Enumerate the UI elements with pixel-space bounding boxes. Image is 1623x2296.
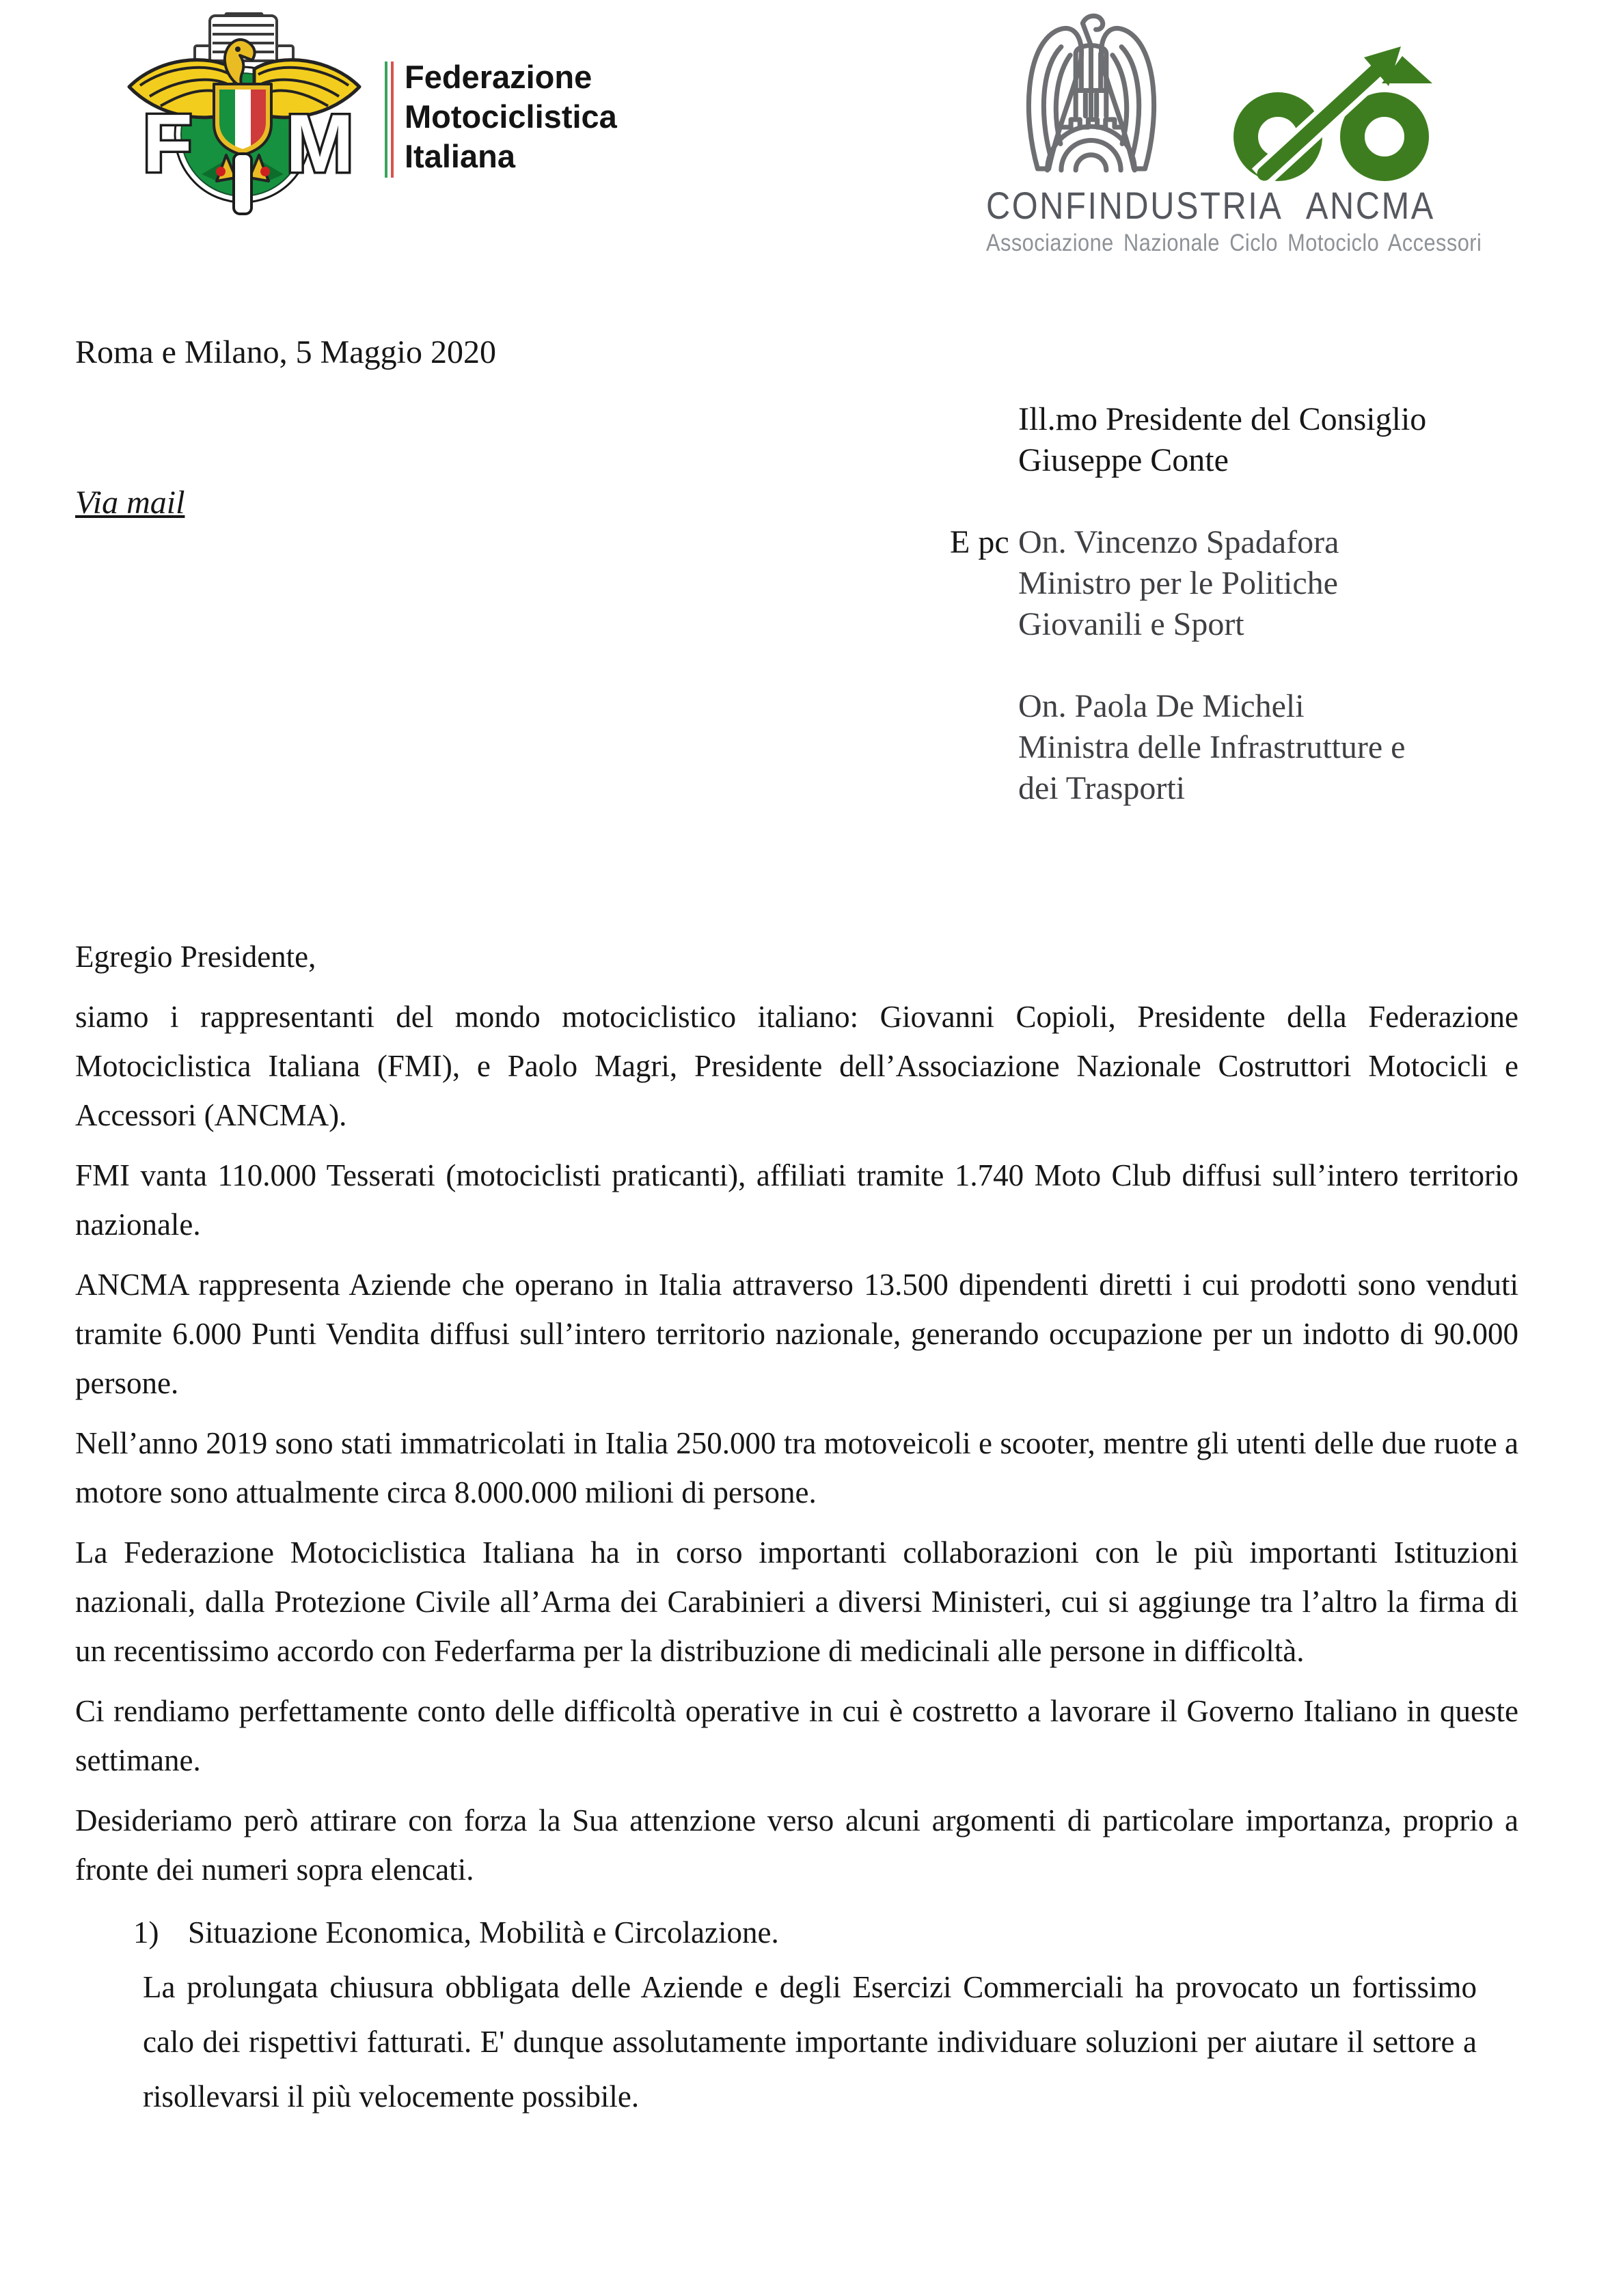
fmi-wordmark <box>385 57 617 178</box>
item-body: La prolungata chiusura obbligata delle Aziende e degli Esercizi Commerciali ha provocato un fortissimo calo dei rispettivi fatturati. E' dunque assolutamente importante individuare soluzioni per aiutare il settore a risollevarsi il più velocemente possibile. <box>143 1970 1477 2114</box>
ancma-logo <box>983 7 1488 256</box>
salutation: Egregio Presidente, <box>75 940 316 974</box>
numbered-item-heading <box>75 1905 1518 1960</box>
recipient-cc1-line-1: On. Vincenzo Spadafora <box>1018 524 1339 560</box>
stripe-red <box>391 62 394 178</box>
fmi-line-2: Motociclistica <box>405 98 617 135</box>
body-paragraph-1: siamo i rappresentanti del mondo motociclistico italiano: Giovanni Copioli, Presidente della Federazione Motociclistica Italiana (FMI), e Paolo Magri, Presidente dell’Associazione Nazionale Costruttori Motocicli e Accessori (ANCMA). <box>75 1000 1518 1132</box>
body-paragraph-7: Desideriamo però attirare con forza la Sua attenzione verso alcuni argomenti di particolare importanza, proprio a fronte dei numeri sopra elencati. <box>75 1803 1518 1887</box>
ancma-subtitle: Associazione Nazionale Ciclo Motociclo Accessori <box>986 230 1482 256</box>
body-paragraph-5: La Federazione Motociclistica Italiana ha in corso importanti collaborazioni con le più importanti Istituzioni nazionali, dalla Protezione Civile all’Arma dei Carabinieri a diversi Ministeri, cui si aggiunge tra l’altro la firma di un recentissimo accordo con Federfarma per la distribuzione di medicinali alle persone in difficoltà. <box>75 1535 1518 1668</box>
letter-body <box>75 932 1518 2124</box>
recipient-cc1-line-3: Giovanili e Sport <box>1018 606 1244 642</box>
recipients-block <box>950 399 1551 809</box>
recipient-cc2-line-3: dei Trasporti <box>1018 770 1186 806</box>
recipient-primary-line-2: Giuseppe Conte <box>1018 442 1229 478</box>
spacer <box>950 645 1551 686</box>
fmi-line-3: Italiana <box>405 138 515 174</box>
delivery-method: Via mail <box>75 484 185 521</box>
svg-text:M: M <box>286 98 354 189</box>
item-title: Situazione Economica, Mobilità e Circolazione. <box>188 1915 779 1950</box>
body-paragraph-3: ANCMA rappresenta Aziende che operano in Italia attraverso 13.500 dipendenti diretti i cui prodotti sono venduti tramite 6.000 Punti Vendita diffusi sull’intero territorio nazionale, generando occupazione per un indotto di 90.000 persone. <box>75 1268 1518 1400</box>
fmi-logo <box>126 12 646 224</box>
dateline: Roma e Milano, 5 Maggio 2020 <box>75 334 496 370</box>
fmi-wordmark-lines <box>405 57 617 178</box>
numbered-item-1 <box>75 1905 1518 2124</box>
recipient-cc-row <box>950 522 1551 563</box>
fmi-tricolor-stripe <box>385 62 394 178</box>
recipient-cc1-line-2: Ministro per le Politiche <box>1018 565 1338 601</box>
item-number: 1) <box>133 1915 159 1950</box>
cc-prefix: E pc <box>950 524 1009 560</box>
svg-text:F: F <box>142 98 193 189</box>
ancma-title: CONFINDUSTRIA ANCMA <box>986 184 1435 227</box>
fmi-line-1: Federazione <box>405 59 592 95</box>
stripe-green <box>385 62 387 178</box>
fmi-winged-eagle-emblem-icon <box>126 12 362 219</box>
recipient-cc2-line-1: On. Paola De Micheli <box>1018 688 1305 724</box>
recipient-cc2-line-2: Ministra delle Infrastrutture e <box>1018 729 1406 765</box>
ancma-motorcycle-arrow-icon <box>1229 34 1434 190</box>
body-paragraph-6: Ci rendiamo perfettamente conto delle difficoltà operative in cui è costretto a lavorare il Governo Italiano in queste settimane. <box>75 1694 1518 1777</box>
confindustria-eagle-icon <box>1017 10 1166 181</box>
body-paragraph-4: Nell’anno 2019 sono stati immatricolati in Italia 250.000 tra motoveicoli e scooter, mentre gli utenti delle due ruote a motore sono attualmente circa 8.000.000 milioni di persone. <box>75 1426 1518 1509</box>
body-paragraph-2: FMI vanta 110.000 Tesserati (motociclisti praticanti), affiliati tramite 1.740 Moto Club diffusi sull’intero territorio nazionale. <box>75 1158 1518 1242</box>
recipient-primary-line-1: Ill.mo Presidente del Consiglio <box>1018 401 1427 437</box>
spacer <box>950 481 1551 522</box>
